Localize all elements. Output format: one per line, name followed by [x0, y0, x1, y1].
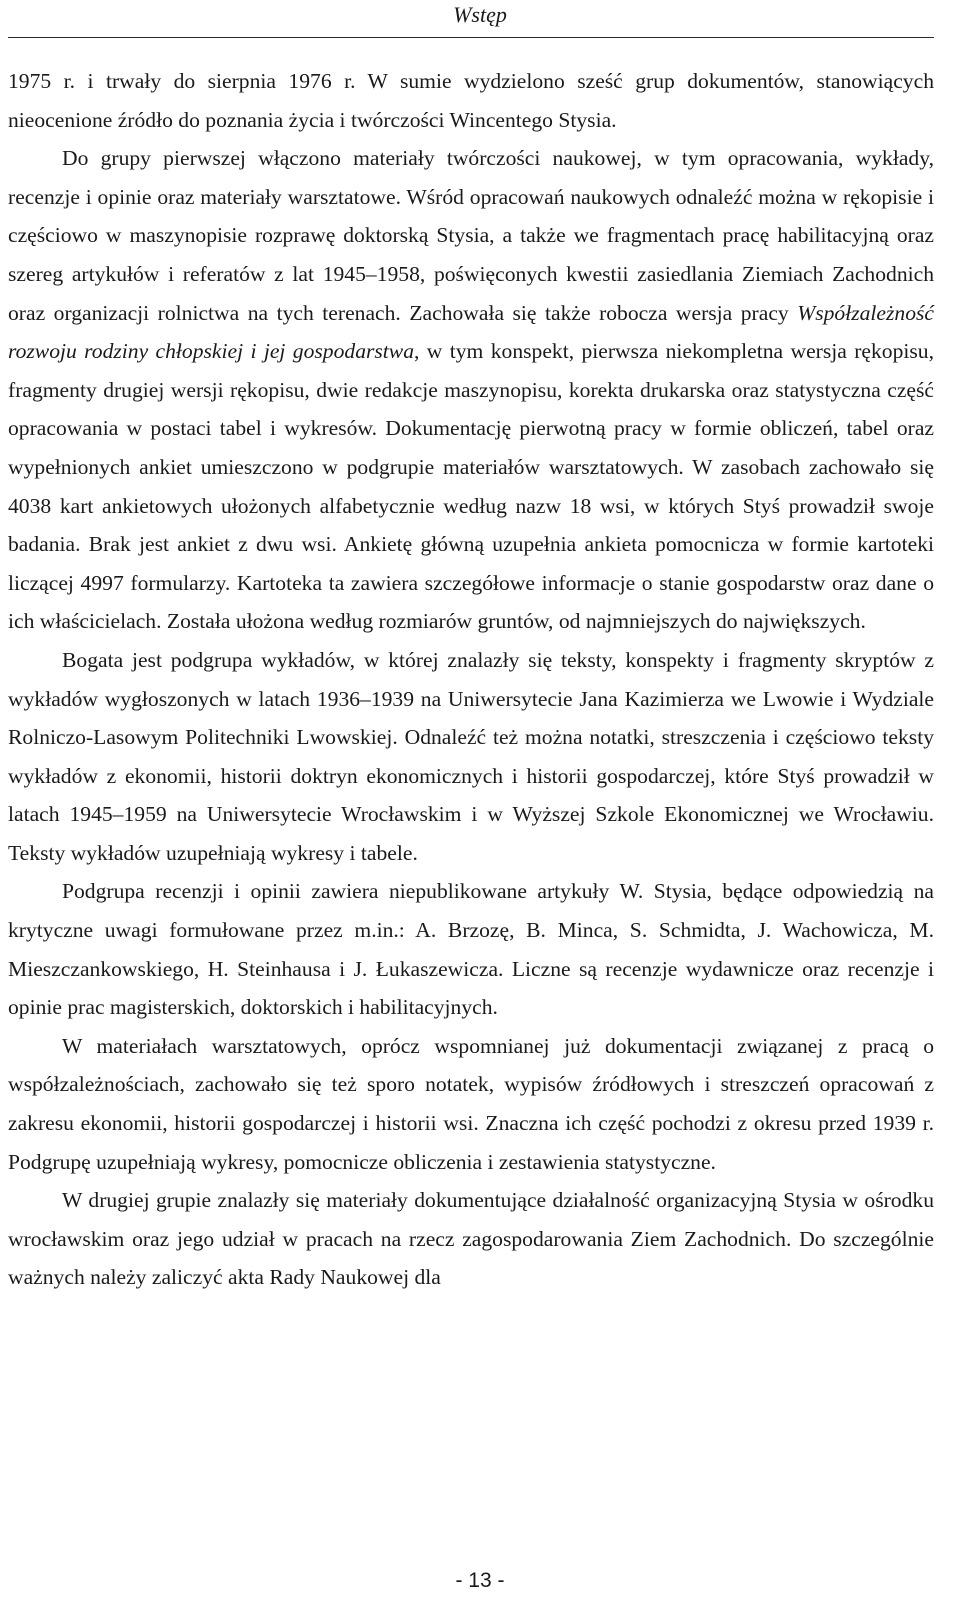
paragraph-research-materials [8, 139, 934, 641]
paragraph-workshop-materials: W materiałach warsztatowych, oprócz wspomnianej już dokumentacji związanej z pracą o współzależnościach, zachowało się też sporo notatek, wypisów źródłowych i streszczeń opracowań z zakresu ekonomii, historii gospodarczej i historii wsi. Znaczna ich część pochodzi z okresu przed 1939 r. Podgrupę uzupełniają wykresy, pomocnicze obliczenia i zestawienia statystyczne. [8, 1033, 934, 1174]
work-title: Współzależność rozwoju rodziny chłopskiej i jej gospodarstwa [8, 300, 934, 364]
paragraph-text: , w tym konspekt, pierwsza niekompletna wersja rękopisu, fragmenty drugiej wersji rękopisu, dwie redakcje maszynopisu, korekta drukarska oraz statystyczna część opracowania w postaci tabel i wykresów. Dokumentację pierwotną pracy w formie obliczeń, tabel oraz wypełnionych ankiet umieszczono w podgrupie materiałów warsztatowych. W zasobach zachowało się 4038 kart ankietowych ułożonych alfabetycznie według nazw 18 wsi, w których Styś prowadził swoje badania. Brak jest ankiet z dwu wsi. Ankietę główną uzupełnia ankieta pomocnicza w formie kartoteki liczącej 4997 formularzy. Kartoteka ta zawiera szczegółowe informacje o stanie gospodarstw oraz dane o ich właścicielach. Została ułożona według rozmiarów gruntów, od najmniejszych do największych. [8, 339, 934, 634]
paragraph-text: Do grupy pierwszej włączono materiały twórczości naukowej, w tym opracowania, wykłady, recenzje i opinie oraz materiały warsztatowe. Wśród opracowań naukowych odnaleźć można w rękopisie i częściowo w maszynopisie rozprawę doktorską Stysia, a także we fragmentach pracę habilitacyjną oraz szereg artykułów i referatów z lat 1945–1958, poświęconych kwestii zasiedlania Ziemiach Zachodnich oraz organizacji rolnictwa na tych terenach. Zachowała się także robocza wersja pracy [8, 146, 934, 325]
paragraph-reviews: Podgrupa recenzji i opinii zawiera niepublikowane artykuły W. Stysia, będące odpowiedzią na krytyczne uwagi formułowane przez m.in.: A. Brzozę, B. Minca, S. Schmidta, J. Wachowicza, M. Mieszczankowskiego, H. Steinhausa i J. Łukaszewicza. Liczne są recenzje wydawnicze oraz recenzje i opinie prac magisterskich, doktorskich i habilitacyjnych. [8, 879, 934, 1020]
paragraph-continuation: 1975 r. i trwały do sierpnia 1976 r. W sumie wydzielono sześć grup dokumentów, stanowiących nieocenione źródło do poznania życia i twórczości Wincentego Stysia. [8, 69, 934, 132]
paragraph-second-group: W drugiej grupie znalazły się materiały dokumentujące działalność organizacyjną Stysia w ośrodku wrocławskim oraz jego udział w pracach na rzecz zagospodarowania Ziem Zachodnich. Do szczególnie ważnych należy zaliczyć akta Rady Naukowej dla [8, 1188, 934, 1290]
running-head: Wstęp [453, 2, 507, 27]
header-rule [8, 37, 934, 38]
page-number: - 13 - [455, 1569, 505, 1592]
body-text [8, 62, 934, 1297]
paragraph-lectures: Bogata jest podgrupa wykładów, w której znalazły się teksty, konspekty i fragmenty skryptów z wykładów wygłoszonych w latach 1936–1939 na Uniwersytecie Jana Kazimierza we Lwowie i Wydziale Rolniczo-Lasowym Politechniki Lwowskiej. Odnaleźć też można notatki, streszczenia i częściowo teksty wykładów z ekonomii, historii doktryn ekonomicznych i historii gospodarczej, które Styś prowadził w latach 1945–1959 na Uniwersytecie Wrocławskim i w Wyższej Szkole Ekonomicznej we Wrocławiu. Teksty wykładów uzupełniają wykresy i tabele. [8, 647, 934, 865]
